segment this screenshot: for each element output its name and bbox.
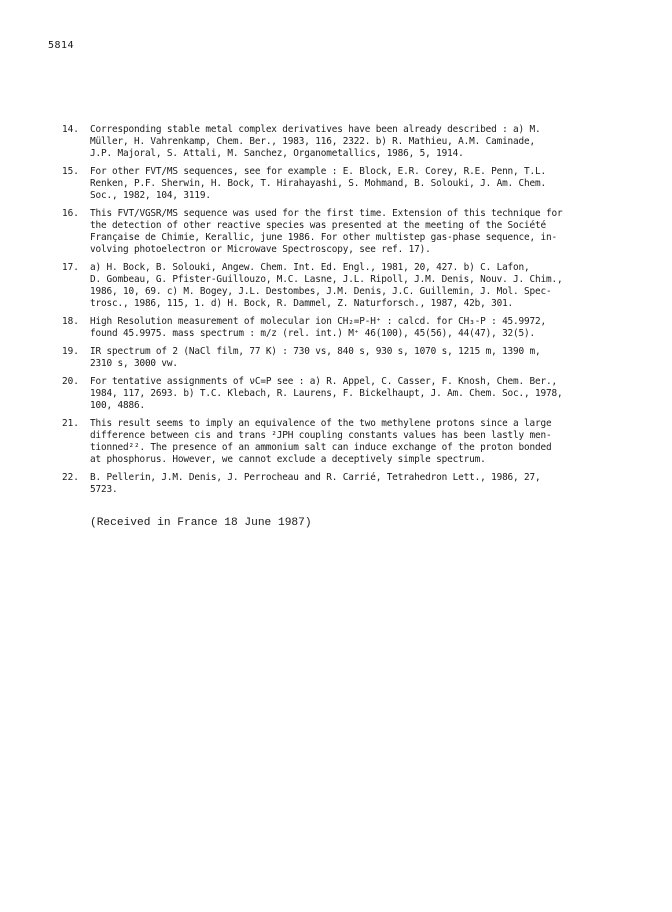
reference-line: IR spectrum of 2 (NaCl film, 77 K) : 730 vs, 840 s, 930 s, 1070 s, 1215 m, 1390 m,: [90, 346, 541, 357]
reference-item: [62, 346, 622, 370]
reference-line: J.P. Majoral, S. Attali, M. Sanchez, Organometallics, 1986, 5, 1914.: [90, 148, 464, 159]
reference-item: [62, 472, 622, 496]
reference-text: [90, 124, 622, 160]
reference-number: 18.: [62, 316, 79, 327]
reference-text: [90, 418, 622, 466]
reference-number: 19.: [62, 346, 79, 357]
reference-line: B. Pellerin, J.M. Denis, J. Perrocheau and R. Carrié, Tetrahedron Lett., 1986, 27,: [90, 472, 541, 483]
reference-item: [62, 124, 622, 160]
reference-text: [90, 472, 622, 496]
reference-line: found 45.9975. mass spectrum : m/z (rel. int.) M⁺ 46(100), 45(56), 44(47), 32(5).: [90, 328, 536, 339]
reference-line: volving photoelectron or Microwave Spectroscopy, see ref. 17).: [90, 244, 431, 255]
reference-line: the detection of other reactive species was presented at the meeting of the Société: [90, 220, 547, 231]
reference-number: 17.: [62, 262, 79, 273]
reference-line: Renken, P.F. Sherwin, H. Bock, T. Hirahayashi, S. Mohmand, B. Solouki, J. Am. Chem.: [90, 178, 547, 189]
reference-text: [90, 262, 622, 310]
reference-text: [90, 346, 622, 370]
reference-list: [62, 124, 622, 502]
reference-line: D. Gombeau, G. Pfister-Guillouzo, M.C. Lasne, J.L. Ripoll, J.M. Denis, Nouv. J. Chim.,: [90, 274, 563, 285]
reference-number: 16.: [62, 208, 79, 219]
reference-text: [90, 208, 622, 256]
reference-item: [62, 166, 622, 202]
reference-line: This result seems to imply an equivalence of the two methylene protons since a large: [90, 418, 552, 429]
reference-item: [62, 208, 622, 256]
reference-line: 1984, 117, 2693. b) T.C. Klebach, R. Laurens, F. Bickelhaupt, J. Am. Chem. Soc., 1978,: [90, 388, 563, 399]
reference-text: [90, 316, 622, 340]
reference-line: For other FVT/MS sequences, see for example : E. Block, E.R. Corey, R.E. Penn, T.L.: [90, 166, 547, 177]
reference-line: This FVT/VGSR/MS sequence was used for the first time. Extension of this technique for: [90, 208, 563, 219]
reference-line: For tentative assignments of νC=P see : a) R. Appel, C. Casser, F. Knosh, Chem. Ber.,: [90, 376, 558, 387]
reference-item: [62, 376, 622, 412]
reference-line: 100, 4886.: [90, 400, 145, 411]
reference-line: 2310 s, 3000 vw.: [90, 358, 178, 369]
reference-line: at phosphorus. However, we cannot exclude a deceptively simple spectrum.: [90, 454, 486, 465]
reference-line: Corresponding stable metal complex derivatives have been already described : a) M.: [90, 124, 541, 135]
reference-number: 22.: [62, 472, 79, 483]
reference-line: Müller, H. Vahrenkamp, Chem. Ber., 1983, 116, 2322. b) R. Mathieu, A.M. Caminade,: [90, 136, 536, 147]
reference-number: 14.: [62, 124, 79, 135]
reference-number: 20.: [62, 376, 79, 387]
page-number: 5814: [48, 40, 75, 51]
reference-number: 21.: [62, 418, 79, 429]
reference-line: trosc., 1986, 115, 1. d) H. Bock, R. Dammel, Z. Naturforsch., 1987, 42b, 301.: [90, 298, 514, 309]
reference-line: difference between cis and trans ²JPH coupling constants values has been lastly men-: [90, 430, 552, 441]
reference-text: [90, 166, 622, 202]
reference-line: Française de Chimie, Kerallic, june 1986. For other multistep gas-phase sequence, in-: [90, 232, 558, 243]
reference-item: [62, 418, 622, 466]
received-date: (Received in France 18 June 1987): [90, 517, 312, 529]
reference-line: 5723.: [90, 484, 118, 495]
reference-item: [62, 316, 622, 340]
reference-line: tionned²². The presence of an ammonium salt can induce exchange of the proton bonded: [90, 442, 552, 453]
reference-text: [90, 376, 622, 412]
reference-item: [62, 262, 622, 310]
reference-line: a) H. Bock, B. Solouki, Angew. Chem. Int. Ed. Engl., 1981, 20, 427. b) C. Lafon,: [90, 262, 530, 273]
reference-number: 15.: [62, 166, 79, 177]
reference-line: High Resolution measurement of molecular ion CH₂=P-H⁺ : calcd. for CH₃-P : 45.9972,: [90, 316, 547, 327]
reference-line: 1986, 10, 69. c) M. Bogey, J.L. Destombes, J.M. Denis, J.C. Guillemin, J. Mol. Spec-: [90, 286, 552, 297]
reference-line: Soc., 1982, 104, 3119.: [90, 190, 211, 201]
